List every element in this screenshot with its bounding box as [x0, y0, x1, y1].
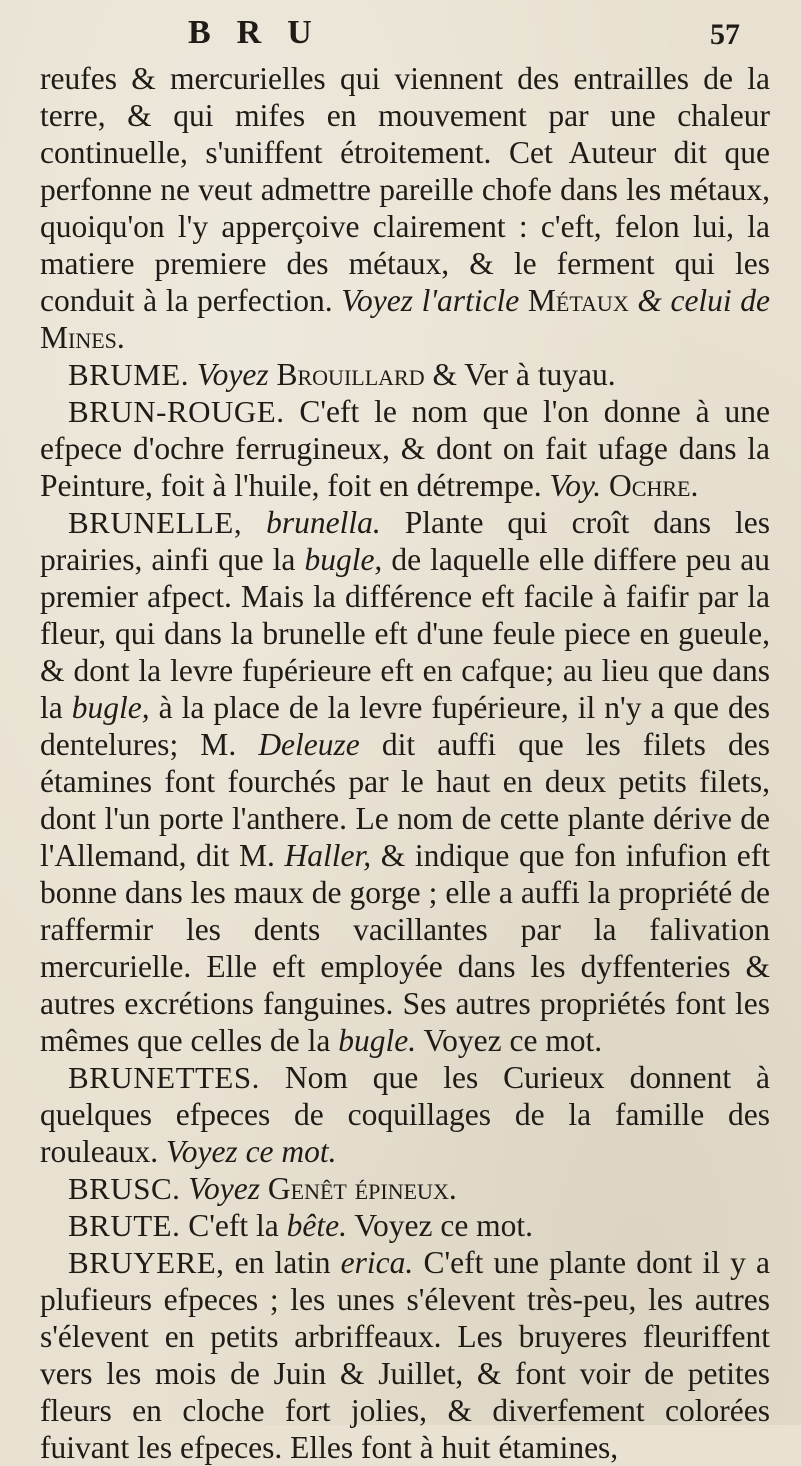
- entry-latin-name: erica.: [340, 1245, 414, 1280]
- entry-headword: BRUSC.: [68, 1171, 181, 1206]
- entry-author-haller: Haller,: [284, 838, 372, 873]
- entry-voyez: Voyez: [196, 357, 269, 392]
- entry-crossref-tail: & Ver à tuyau.: [432, 357, 616, 392]
- entry-brusc: [40, 1170, 770, 1207]
- entry-text: en latin: [234, 1245, 331, 1280]
- entry-voyez: Voy.: [549, 468, 602, 503]
- entry-bruyere: [40, 1244, 770, 1466]
- entry-crossref: Genêt épineux.: [267, 1171, 457, 1206]
- entry-text: Nom que les Curieux donnent à quelques efpeces de coquillages de la famille des rouleaux.: [40, 1060, 771, 1169]
- entry-author-deleuze: Deleuze: [258, 727, 360, 762]
- entry-term-bugle: bugle,: [304, 542, 383, 577]
- entry-text: à la place de la levre fupérieure, il n'y a que des dentelures; M.: [40, 690, 770, 762]
- entry-headword: BRUNETTES.: [68, 1060, 260, 1095]
- page-number: 57: [710, 18, 740, 51]
- running-head: BRU: [188, 14, 338, 51]
- entry-headword: BRUME.: [68, 357, 189, 392]
- entry-term-bugle: bugle.: [338, 1023, 417, 1058]
- entry-text: Voyez ce mot.: [354, 1208, 534, 1243]
- entry-text: & indique que fon infufion eft bonne dans les maux de gorge ; elle a auffi la propriété de raffermir les dents vacillantes par la falivation mercurielle. Elle eft employée dans les dyffenteries & autres excrétions fanguines. Ses autres propriétés font les mêmes que celles de la: [40, 838, 771, 1058]
- entry-term-bugle: bugle,: [71, 690, 150, 725]
- entry-headword: BRUN-ROUGE.: [68, 394, 285, 429]
- entry-text: de laquelle elle differe peu au premier afpect. Mais la différence eft facile à faifir par la fleur, qui dans la brunelle eft d'une feule piece en gueule, & dont la levre fupérieure eft en cafque; au lieu que dans la: [40, 542, 771, 725]
- entry-headword: BRUTE.: [68, 1208, 181, 1243]
- entry-text: C'eft une plante dont il y a plufieurs efpeces ; les unes s'élevent très-peu, les autres s'élevent en petits arbriffeaux. Les bruyeres fleuriffent vers les mois de Juin & Juillet, & font voir de petites fleurs en cloche fort jolies, & diverfement colorées fuivant les efpeces. Elles font à huit étamines,: [40, 1245, 771, 1465]
- entry-text: dit auffi que les filets des étamines font fourchés par le haut en deux petits filets, dont l'un porte l'anthere. Le nom de cette plante dérive de l'Allemand, dit M.: [40, 727, 771, 873]
- continuation-ref-mines: Mines.: [40, 320, 125, 355]
- entry-brunelle: [40, 504, 770, 1059]
- entry-brun-rouge: [40, 393, 770, 504]
- continuation-paragraph: [40, 60, 770, 356]
- continuation-ref-prefix: Voyez l'article: [341, 283, 520, 318]
- entry-brume: [40, 356, 770, 393]
- page-header: [0, 14, 801, 54]
- continuation-ref-metaux: Métaux: [527, 283, 629, 318]
- entry-text: Voyez ce mot.: [423, 1023, 603, 1058]
- entry-text: C'eft la: [188, 1208, 279, 1243]
- continuation-text: reufes & mercurielles qui viennent des entrailles de la terre, & qui mifes en mouvement par une chaleur continuelle, s'uniffent étroitement. Cet Auteur dit que perfonne ne veut admettre pareille chofe dans les métaux, quoiqu'on l'y apperçoive clairement : c'eft, felon lui, la matiere premiere des métaux, & le ferment qui les conduit à la perfection.: [40, 61, 770, 318]
- entry-headword: BRUNELLE,: [68, 505, 243, 540]
- entry-headword: BRUYERE,: [68, 1245, 225, 1280]
- entry-latin-name: brunella.: [266, 505, 381, 540]
- continuation-ref-joiner: & celui de: [637, 283, 771, 318]
- entry-term-bete: bête.: [286, 1208, 347, 1243]
- dictionary-text: [40, 60, 770, 1466]
- entry-brunettes: [40, 1059, 770, 1170]
- entry-brute: [40, 1207, 770, 1244]
- entry-voyez: Voyez: [188, 1171, 261, 1206]
- entry-crossref: Ochre.: [609, 468, 699, 503]
- entry-crossref: Brouillard: [276, 357, 425, 392]
- entry-text: C'eft le nom que l'on donne à une efpece d'ochre ferrugineux, & dont on fait ufage dans la Peinture, foit à l'huile, foit en détrempe.: [40, 394, 771, 503]
- entry-text: Plante qui croît dans les prairies, ainfi que la: [40, 505, 770, 577]
- entry-voyez: Voyez ce mot.: [165, 1134, 337, 1169]
